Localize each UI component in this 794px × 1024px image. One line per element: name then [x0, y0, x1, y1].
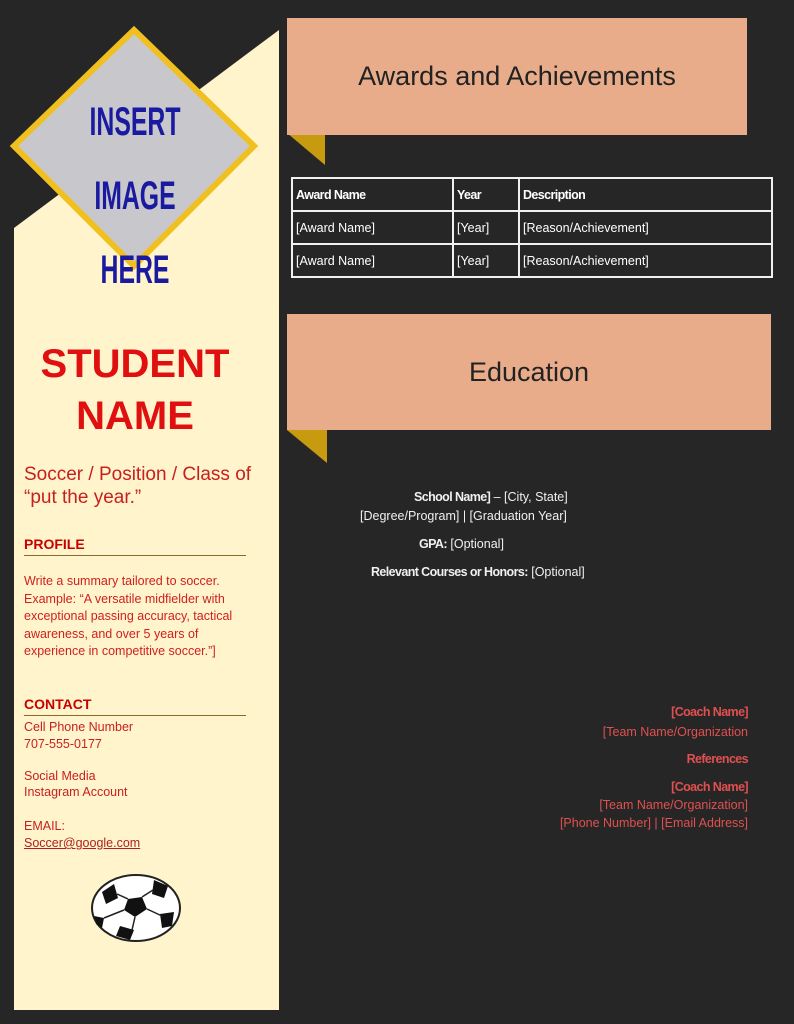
contact-heading: CONTACT — [24, 696, 246, 716]
references-heading: References — [686, 752, 748, 766]
table-header-row — [292, 178, 772, 211]
coach1-name: [Coach Name] — [671, 705, 748, 719]
social-label: Social Media — [24, 769, 96, 783]
awards-banner — [287, 18, 747, 135]
soccer-ball-icon — [90, 872, 182, 944]
courses-label: Relevant Courses or Honors: — [371, 565, 528, 579]
coach2-name: [Coach Name] — [671, 780, 748, 794]
email-label: EMAIL: — [24, 819, 65, 833]
column-header: Award Name — [292, 178, 453, 211]
photo-placeholder-text: INSERT IMAGE HERE — [89, 100, 181, 292]
coach2-team: [Team Name/Organization] — [599, 798, 748, 812]
phone-value: 707-555-0177 — [24, 737, 102, 751]
column-header: Description — [519, 178, 772, 211]
table-cell[interactable]: [Reason/Achievement] — [519, 244, 772, 277]
coach2-contact: [Phone Number] | [Email Address] — [559, 816, 748, 830]
gpa-value: [Optional] — [446, 537, 504, 551]
profile-summary: Write a summary tailored to soccer. Example: “A versatile midfielder with exceptional passing accuracy, tactical awareness, and over 5 years of experience in competitive soccer.”] — [24, 574, 233, 659]
gpa-line — [419, 537, 504, 551]
sport-position-class: Soccer / Position / Class of “put the year.” — [24, 464, 252, 508]
courses-value: [Optional] — [527, 565, 585, 579]
gpa-label: GPA: — [419, 537, 447, 551]
education-banner — [287, 314, 771, 430]
profile-heading: PROFILE — [24, 536, 246, 556]
phone-label: Cell Phone Number — [24, 720, 134, 734]
table-row — [292, 244, 772, 277]
awards-table — [291, 177, 773, 278]
social-value: Instagram Account — [24, 785, 128, 799]
table-cell[interactable]: [Year] — [453, 211, 519, 244]
table-cell[interactable]: [Award Name] — [292, 244, 453, 277]
awards-title: Awards and Achievements — [358, 61, 676, 91]
courses-line — [371, 565, 585, 579]
school-label: School Name] — [414, 490, 491, 504]
school-location: – [City, State] — [490, 490, 568, 504]
email-link[interactable]: Soccer@google.com — [24, 836, 141, 850]
school-line — [414, 490, 568, 504]
degree-line: [Degree/Program] | [Graduation Year] — [360, 509, 567, 523]
column-header: Year — [453, 178, 519, 211]
coach1-team: [Team Name/Organization — [602, 725, 748, 739]
table-cell[interactable]: [Reason/Achievement] — [519, 211, 772, 244]
student-name: STUDENT NAME — [40, 342, 230, 438]
education-title: Education — [468, 356, 590, 387]
table-cell[interactable]: [Year] — [453, 244, 519, 277]
table-row — [292, 211, 772, 244]
table-cell[interactable]: [Award Name] — [292, 211, 453, 244]
